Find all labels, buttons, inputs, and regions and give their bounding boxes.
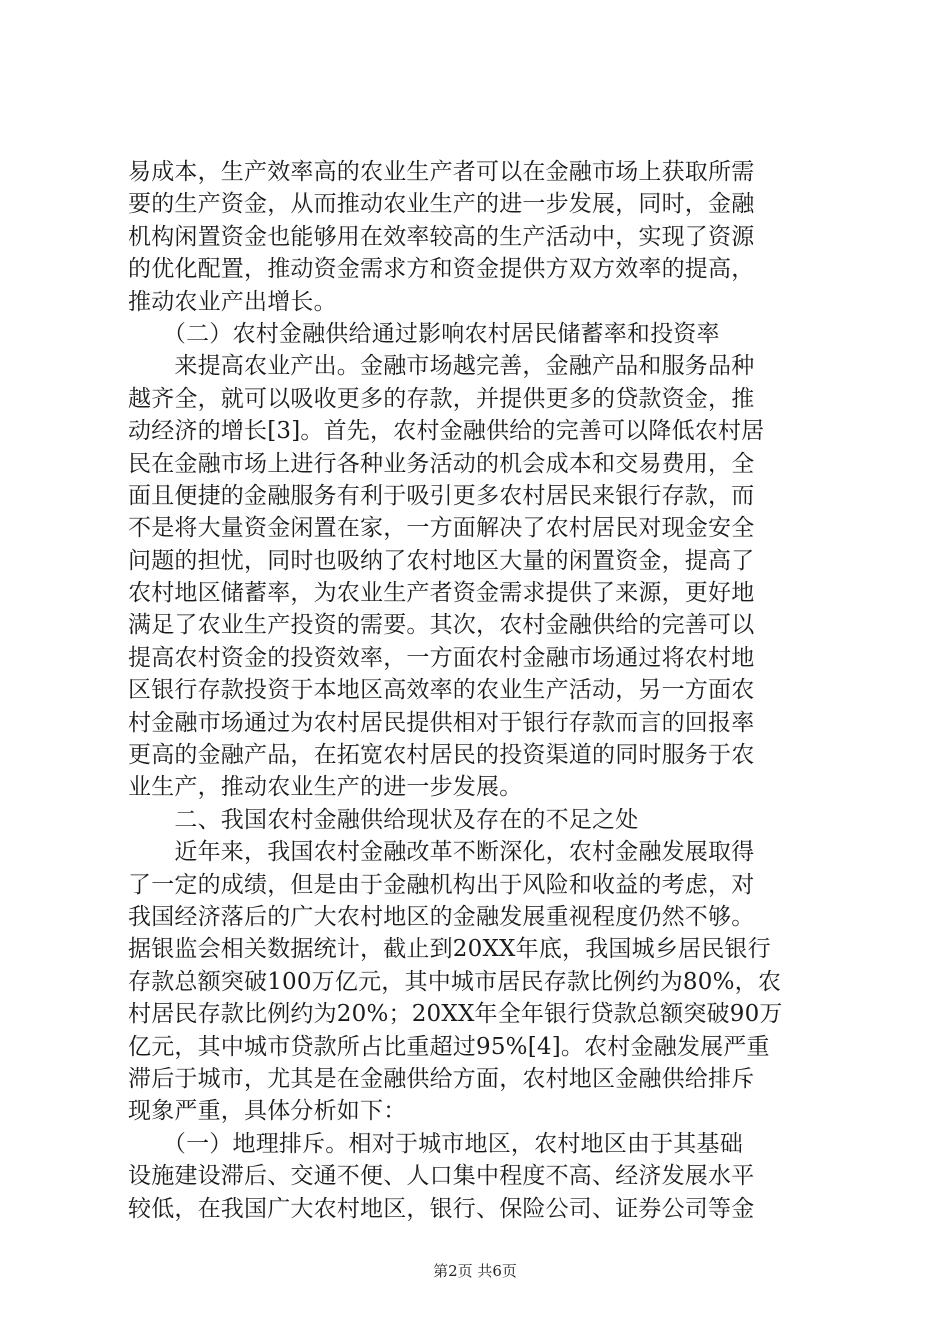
text-line: 满足了农业生产投资的需要。其次，农村金融供给的完善可以 bbox=[128, 612, 755, 639]
text-line: 存款总额突破100万亿元，其中城市居民存款比例约为80%，农 bbox=[128, 968, 782, 995]
text-line: 越齐全，就可以吸收更多的存款，并提供更多的贷款资金，推 bbox=[128, 385, 755, 412]
text-line: 面且便捷的金融服务有利于吸引更多农村居民来银行存款，而 bbox=[128, 482, 755, 509]
text-line: 农村地区储蓄率，为农业生产者资金需求提供了来源，更好地 bbox=[128, 580, 755, 607]
text-line: 不是将大量资金闲置在家，一方面解决了农村居民对现金安全 bbox=[128, 515, 755, 542]
text-line: 近年来，我国农村金融改革不断深化，农村金融发展取得 bbox=[128, 839, 755, 866]
text-line: 动经济的增长[3]。首先，农村金融供给的完善可以降低农村居 bbox=[128, 418, 765, 445]
text-line: 要的生产资金，从而推动农业生产的进一步发展，同时，金融 bbox=[128, 191, 755, 218]
text-line: 提高农村资金的投资效率，一方面农村金融市场通过将农村地 bbox=[128, 644, 755, 671]
text-line: 来提高农业产出。金融市场越完善，金融产品和服务品种 bbox=[128, 353, 755, 380]
text-line: 较低，在我国广大农村地区，银行、保险公司、证券公司等金 bbox=[128, 1195, 755, 1222]
section-heading-line: （一）地理排斥。相对于城市地区，农村地区由于其基础 bbox=[128, 1130, 743, 1157]
text-line: 推动农业产出增长。 bbox=[128, 288, 337, 315]
text-line: 据银监会相关数据统计，截止到20XX年底，我国城乡居民银行 bbox=[128, 936, 771, 963]
text-line: 易成本，生产效率高的农业生产者可以在金融市场上获取所需 bbox=[128, 159, 755, 185]
text-line: 区银行存款投资于本地区高效率的农业生产活动，另一方面农 bbox=[128, 677, 755, 704]
text-line: 村居民存款比例约为20%；20XX年全年银行贷款总额突破90万 bbox=[128, 1001, 783, 1028]
text-line: 业生产，推动农业生产的进一步发展。 bbox=[128, 774, 523, 801]
text-line: 的优化配置，推动资金需求方和资金提供方双方效率的提高， bbox=[128, 256, 755, 283]
text-line: 设施建设滞后、交通不便、人口集中程度不高、经济发展水平 bbox=[128, 1163, 755, 1190]
text-line: 民在金融市场上进行各种业务活动的机会成本和交易费用，全 bbox=[128, 450, 755, 477]
text-line: 了一定的成绩，但是由于金融机构出于风险和收益的考虑，对 bbox=[128, 871, 755, 898]
body-text bbox=[128, 156, 828, 1225]
text-line: 亿元，其中城市贷款所占比重超过95%[4]。农村金融发展严重 bbox=[128, 1033, 770, 1060]
text-line: 滞后于城市，尤其是在金融供给方面，农村地区金融供给排斥 bbox=[128, 1065, 755, 1092]
section-heading-line: 二、我国农村金融供给现状及存在的不足之处 bbox=[128, 806, 639, 833]
page-footer: 第2页 共6页 bbox=[433, 1262, 517, 1280]
section-heading-line: （二）农村金融供给通过影响农村居民储蓄率和投资率 bbox=[128, 320, 720, 347]
text-line: 问题的担忧，同时也吸纳了农村地区大量的闲置资金，提高了 bbox=[128, 547, 755, 574]
text-line: 我国经济落后的广大农村地区的金融发展重视程度仍然不够。 bbox=[128, 903, 755, 930]
text-line: 村金融市场通过为农村居民提供相对于银行存款而言的回报率 bbox=[128, 709, 755, 736]
text-line: 机构闲置资金也能够用在效率较高的生产活动中，实现了资源 bbox=[128, 223, 755, 250]
text-line: 更高的金融产品，在拓宽农村居民的投资渠道的同时服务于农 bbox=[128, 742, 755, 769]
text-line: 现象严重，具体分析如下： bbox=[128, 1098, 407, 1125]
